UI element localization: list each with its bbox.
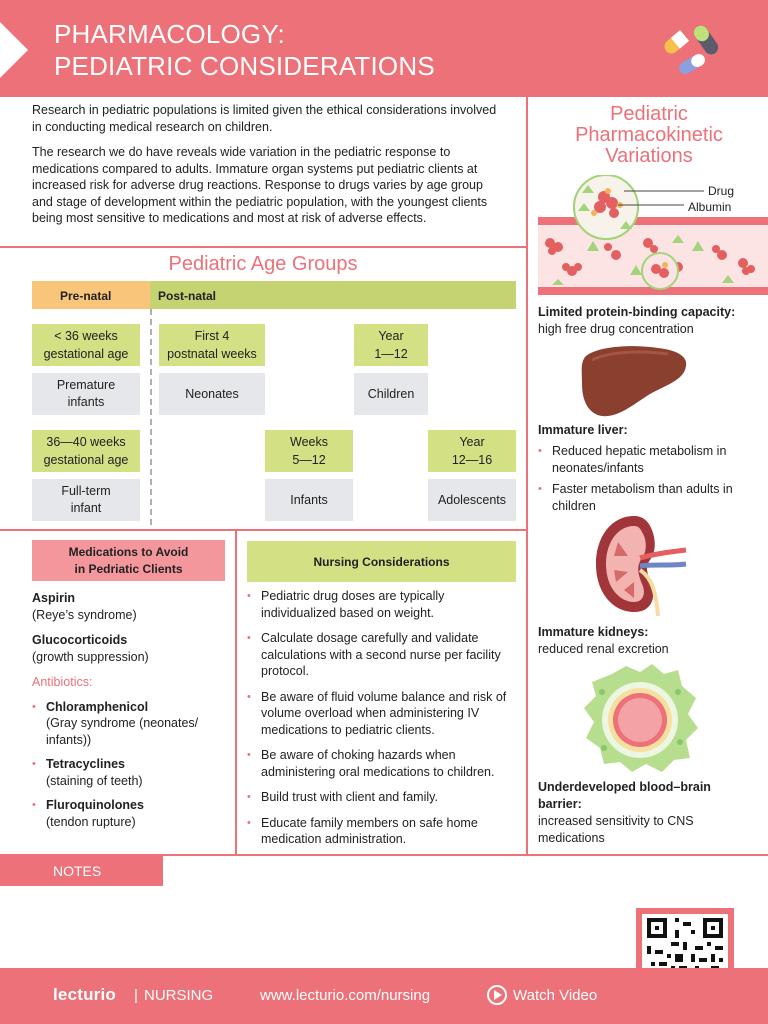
nursing-item-text: Pediatric drug doses are typically individualized based on weight. (261, 589, 445, 620)
intro-paragraph-2: The research we do have reveals wide variation in the pediatric response to medications compared to adults. Immature organ systems put pediatric clients at increased risk for adverse drug reactions. Response to drugs varies by age group and stage of development within the pediatric population, with the youngest clients being most sensitive to medications and most at risk of adverse effects. (32, 145, 488, 225)
bullet-icon: • (32, 758, 36, 770)
box-premature-l2: infants (67, 395, 105, 409)
column-divider (526, 97, 528, 856)
intro-paragraph-1: Research in pediatric populations is limited given the ethical considerations involved in conducting medical research on children. (32, 103, 497, 134)
list-item (247, 747, 522, 780)
immature-kidneys-text (538, 624, 758, 658)
liver-item-text: Reduced hepatic metabolism in neonates/infants (552, 444, 727, 475)
bullet-icon: • (247, 590, 251, 602)
postnatal-header: Post-natal (150, 281, 516, 309)
med-aspirin: Aspirin (32, 591, 76, 605)
prenatal-header: Pre-natal (32, 281, 150, 309)
box-year1-l1: Year (378, 329, 404, 343)
divider-intro (0, 246, 526, 248)
box-3640-l1: 36—40 weeks (46, 435, 126, 449)
box-children: Children (354, 373, 428, 415)
footer-separator: | (134, 987, 138, 1004)
med-aspirin-note: (Reye’s syndrome) (32, 607, 137, 622)
pk-title (530, 104, 768, 167)
bullet-icon: • (538, 483, 542, 495)
box-weeks5-12 (265, 430, 353, 472)
list-item (32, 699, 232, 749)
intro-text (32, 102, 502, 227)
age-groups-title: Pediatric Age Groups (168, 253, 358, 275)
box-year1-l2: 1—12 (374, 347, 408, 361)
title-line-2: PEDIATRIC CONSIDERATIONS (54, 51, 435, 81)
antibiotic-note-2: infants)) (46, 732, 92, 747)
bbb-detail-l2: medications (538, 831, 605, 845)
bullet-icon: • (247, 791, 251, 803)
meds-list (32, 590, 232, 830)
immature-liver-text (538, 422, 758, 515)
notes-label: NOTES (0, 856, 163, 886)
immature-kidneys-detail: reduced renal excretion (538, 642, 669, 656)
box-3640-l2: gestational age (43, 453, 129, 467)
liver-icon (578, 344, 690, 420)
box-fullterm-l1: Full-term (61, 484, 111, 498)
immature-kidneys-heading: Immature kidneys: (538, 625, 649, 639)
antibiotic-name: Fluroquinolones (46, 798, 144, 812)
list-item (247, 588, 522, 621)
box-neonates: Neonates (159, 373, 265, 415)
kidney-icon (594, 512, 688, 616)
bbb-text (538, 779, 758, 847)
bullet-icon: • (247, 632, 251, 644)
box-first4-l2: postnatal weeks (167, 347, 257, 361)
box-weeks-l2: 5—12 (292, 453, 326, 467)
protein-binding-text (538, 304, 758, 338)
antibiotics-list (32, 699, 232, 831)
box-year12-16 (428, 430, 516, 472)
bullet-icon: • (247, 690, 251, 703)
antibiotics-label: Antibiotics: (32, 675, 93, 689)
list-item (32, 797, 232, 830)
list-item (538, 443, 758, 477)
box-infants: Infants (265, 479, 353, 521)
med-glucocorticoids: Glucocorticoids (32, 633, 128, 647)
pk-title-l3: Variations (605, 145, 693, 167)
bbb-heading-l1: Underdeveloped blood–brain (538, 780, 711, 794)
prenatal-divider (150, 309, 152, 525)
meds-to-avoid-header (32, 540, 225, 581)
protein-binding-heading: Limited protein-binding capacity: (538, 305, 736, 319)
box-weeks-l1: Weeks (290, 435, 328, 449)
pk-title-l2: Pharmacokinetic (575, 124, 723, 146)
nursing-item-text: Be aware of choking hazards when administering oral medications to children. (261, 748, 495, 779)
bullet-icon: • (247, 816, 251, 829)
footer-url-link[interactable]: www.lecturio.com/nursing (260, 987, 431, 1004)
antibiotic-note: (staining of teeth) (46, 773, 143, 788)
nursing-considerations-header: Nursing Considerations (247, 541, 516, 582)
divider-meds-nursing (235, 531, 237, 856)
title-line-1: PHARMACOLOGY: (54, 19, 285, 49)
box-premature-l1: Premature (56, 378, 116, 392)
list-item (247, 789, 522, 806)
antibiotic-name: Tetracyclines (46, 757, 125, 771)
play-icon[interactable] (487, 985, 507, 1005)
blood-brain-barrier-icon (582, 662, 700, 774)
box-fullterm-l2: infant (70, 501, 102, 515)
footer-nursing: NURSING (144, 987, 214, 1004)
box-premature (32, 373, 140, 415)
med-glucocorticoids-note: (growth suppression) (32, 649, 149, 664)
nursing-item-text: Be aware of fluid volume balance and risk of volume overload when administering IV medications to pediatric clients. (261, 689, 507, 737)
footer (0, 968, 768, 1024)
box-first4-l1: First 4 (194, 329, 230, 343)
list-item (247, 630, 522, 680)
page-title (54, 18, 435, 82)
liver-item-text: Faster metabolism than adults in children (552, 482, 733, 513)
protein-binding-detail: high free drug concentration (538, 322, 694, 336)
nursing-item-text: Calculate dosage carefully and validate calculations with a second nurse per facility protocol. (261, 631, 501, 678)
bullet-icon: • (32, 700, 36, 713)
box-year12-l1: Year (459, 435, 485, 449)
header-notch (0, 0, 30, 97)
list-item (32, 756, 232, 789)
watch-video-link[interactable]: Watch Video (513, 987, 598, 1004)
nursing-list (247, 588, 522, 857)
meds-title-l2: in Pedriatic Clients (74, 562, 183, 576)
antibiotic-name: Chloramphenicol (46, 699, 149, 714)
box-36-40-weeks (32, 430, 140, 472)
pk-title-l1: Pediatric (610, 103, 688, 125)
nursing-item-text: Build trust with client and family. (261, 790, 438, 804)
box-year1-12 (354, 324, 428, 366)
list-item (247, 689, 522, 739)
box-lt36-l2: gestational age (43, 347, 129, 361)
box-lt36-weeks (32, 324, 140, 366)
divider-agegroups (0, 529, 526, 531)
box-fullterm (32, 479, 140, 521)
list-item (538, 481, 758, 515)
box-year12-l2: 12—16 (451, 453, 493, 467)
bullet-icon: • (538, 445, 542, 457)
albumin-label: Albumin (688, 200, 732, 214)
meds-title-l1: Medications to Avoid (68, 545, 189, 559)
bullet-icon: • (247, 749, 251, 761)
lecturio-logo: lecturio (53, 985, 117, 1004)
nursing-item-text: Educate family members on safe home medication administration. (261, 815, 478, 846)
bbb-heading-l2: barrier: (538, 797, 582, 811)
header-banner (0, 0, 768, 97)
antibiotic-note: (tendon rupture) (46, 814, 136, 829)
list-item (247, 815, 522, 848)
box-adolescents: Adolescents (428, 479, 516, 521)
drug-label: Drug (708, 184, 735, 198)
pills-icon (662, 18, 724, 76)
immature-liver-heading: Immature liver: (538, 423, 628, 437)
bbb-detail-l1: increased sensitivity to CNS (538, 814, 694, 828)
bullet-icon: • (32, 799, 36, 811)
box-lt36-l1: < 36 weeks (54, 329, 118, 343)
box-first4 (159, 324, 265, 366)
antibiotic-note: (Gray syndrome (neonates/ (46, 716, 199, 730)
